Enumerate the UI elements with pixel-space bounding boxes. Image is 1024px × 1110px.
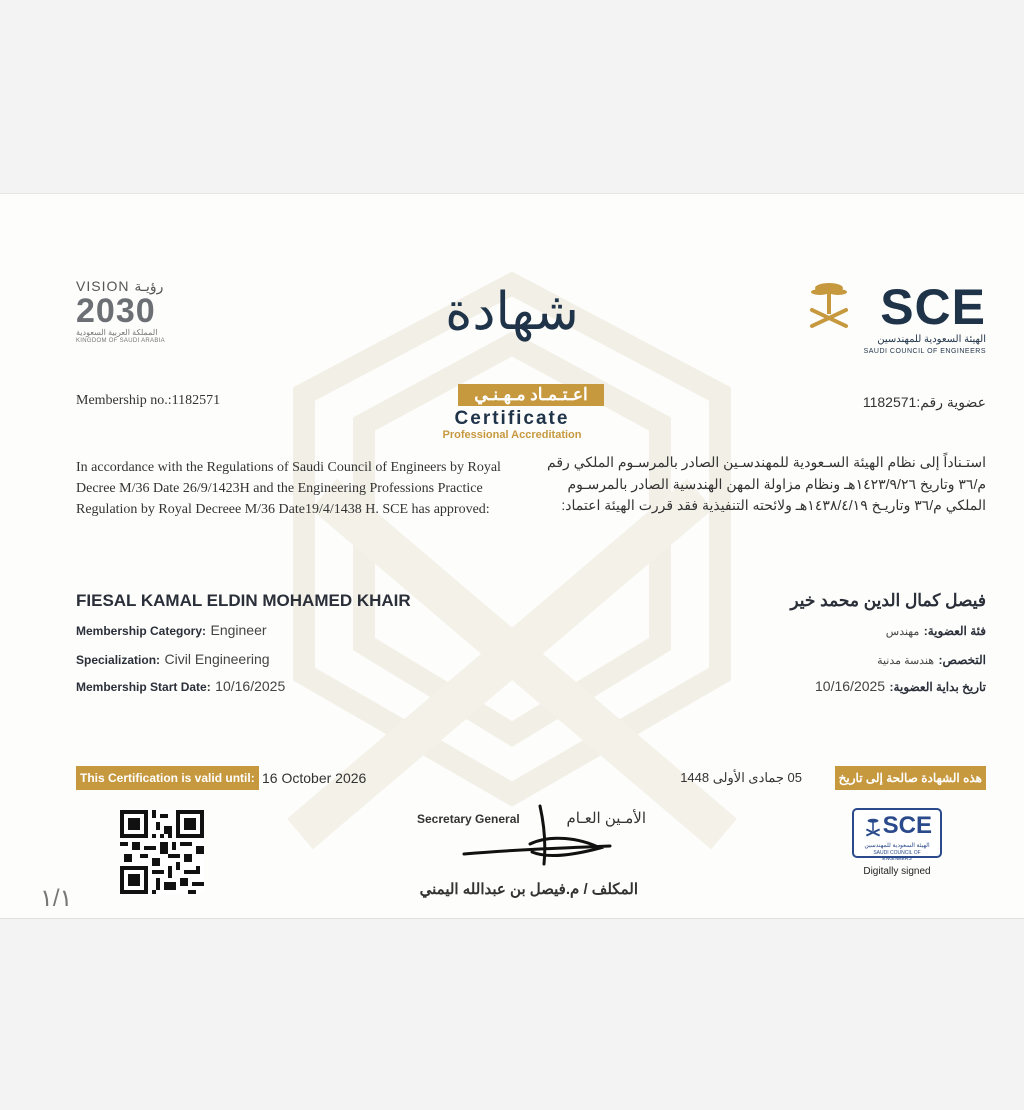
body-text-ar: استـناداً إلى نظام الهيئة السـعودية للمهندسـين الصادر بالمرسـوم الملكي رقم م/٣٦ وتاريخ ١٤٢٣/٩/٢٦هـ ونظام مزاولة المهن الهندسية الصادر بالمرسـوم الملكي م/٣٦ وتاريـخ ١٤٣٨/٤/١٩هـ ولائحته التنفيذية فقد قررت الهيئة اعتماد:	[547, 454, 986, 513]
certificate-title-en: Certificate	[454, 408, 570, 429]
category-label-ar: فئة العضوية:	[923, 624, 986, 638]
specialization-value-en: Civil Engineering	[164, 651, 270, 667]
palm-swords-icon	[864, 816, 882, 838]
handwritten-signature	[460, 804, 615, 872]
membership-number-ar	[863, 394, 986, 411]
specialization-value-ar: هندسة مدنية	[877, 655, 935, 667]
membership-label-en: Membership no.:	[76, 393, 172, 408]
start-date-value-en: 10/16/2025	[215, 678, 286, 694]
sce-logo-text: SCE	[880, 279, 986, 335]
validity-value-ar: 05 جمادى الأولى 1448	[680, 770, 802, 785]
certificate-heading	[412, 282, 612, 452]
vision-en: KINGDOM OF SAUDI ARABIA	[76, 338, 165, 344]
start-date-row-ar	[815, 678, 986, 696]
specialization-label-en: Specialization:	[76, 653, 161, 667]
secretary-general-en: Secretary General	[417, 812, 520, 826]
validity-label-ar: هذه الشهادة صالحة إلى تاريخ	[835, 766, 986, 790]
category-value-en: Engineer	[210, 622, 267, 638]
member-name-en: FIESAL KAMAL ELDIN MOHAMED KHAIR	[76, 591, 411, 610]
certificate-subtitle-ar: اعـتـمـاد مـهـنـي	[458, 384, 604, 406]
specialization-row-en	[76, 651, 270, 669]
vision-title: VISION رؤيـة	[76, 278, 164, 294]
vision-ar: المملكة العربية السعودية	[76, 328, 158, 337]
start-date-label-ar: تاريخ بداية العضوية:	[889, 680, 986, 694]
membership-value-en: 1182571	[171, 393, 221, 408]
page-number: ١/١	[40, 885, 73, 912]
certificate-subtitle-en: Professional Accreditation	[442, 429, 582, 441]
membership-value-ar: 1182571	[862, 394, 917, 410]
sce-logo	[806, 278, 986, 358]
body-text-en: In accordance with the Regulations of Saudi Council of Engineers by Royal Decree M/36 Date 26/9/1423H and the Engineering Professions Practice Regulation by Royal Decreee M/36 Date19/4/1438 H. SCE has approved:	[76, 460, 501, 517]
validity-value-en: 16 October 2026	[262, 770, 367, 786]
sce-logo-ar: الهيئة السعودية للمهندسين	[877, 334, 986, 345]
secretary-general-ar: الأمـين العـام	[566, 810, 646, 827]
palm-swords-icon	[806, 278, 852, 330]
vision-year: 2030	[76, 292, 156, 330]
start-date-value-ar: 10/16/2025	[815, 678, 886, 694]
digitally-signed-caption: Digitally signed	[863, 866, 931, 877]
member-name-ar: فيصل كمال الدين محمد خير	[790, 591, 986, 610]
signatory-name-ar: المكلف / م.فيصل بن عبدالله اليمني	[419, 881, 638, 898]
category-value-ar: مهندس	[885, 626, 920, 638]
seal-en: SAUDI COUNCIL OF ENGINEERS	[873, 850, 921, 862]
validity-label-en: This Certification is valid until:	[76, 766, 259, 790]
digital-signature-seal	[852, 808, 942, 862]
specialization-label-ar: التخصص:	[938, 653, 986, 667]
certificate-page	[0, 193, 1024, 919]
category-row-ar	[886, 622, 986, 640]
category-label-en: Membership Category:	[76, 624, 207, 638]
category-row-en	[76, 622, 267, 640]
certificate-title-ar: شهادة	[445, 282, 579, 342]
vision-2030-logo	[76, 278, 186, 350]
membership-label-ar: عضوية رقم:	[916, 394, 986, 410]
seal-ar: الهيئة السعودية للمهندسين	[864, 843, 930, 849]
seal-abbr: SCE	[882, 812, 932, 839]
qr-code	[120, 810, 204, 894]
start-date-row-en	[76, 678, 285, 696]
sce-logo-en: SAUDI COUNCIL OF ENGINEERS	[863, 348, 986, 355]
specialization-row-ar	[877, 651, 986, 669]
membership-number-en	[76, 393, 220, 409]
start-date-label-en: Membership Start Date:	[76, 680, 211, 694]
